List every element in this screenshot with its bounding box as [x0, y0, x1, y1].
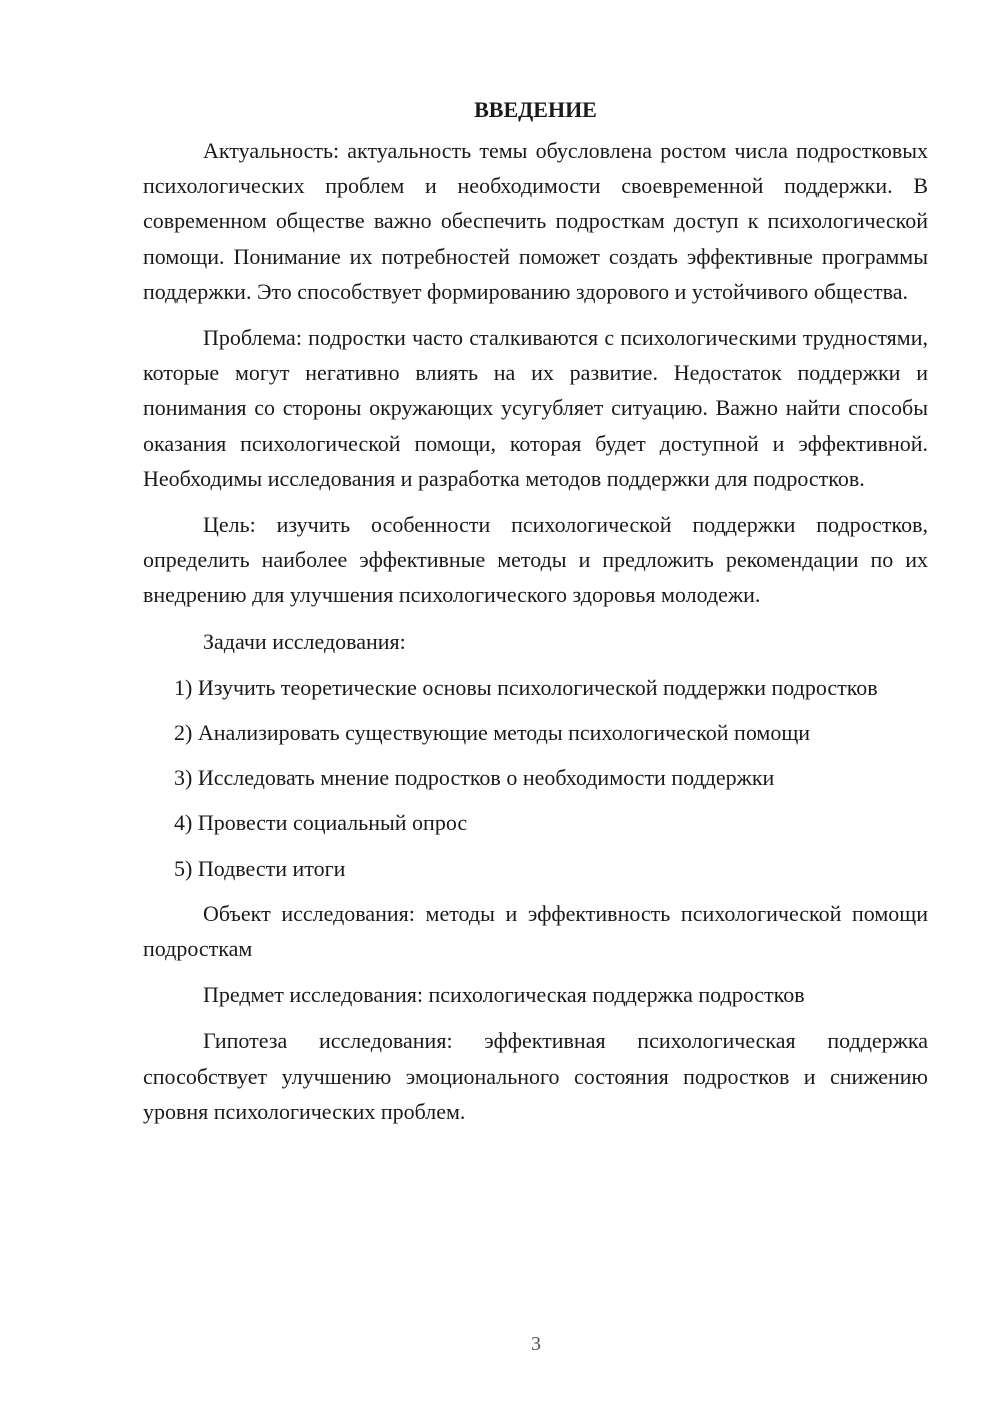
document-page [143, 92, 928, 1140]
paragraph-object: Объект исследования: методы и эффективность психологической помощи подросткам [143, 900, 928, 962]
paragraph-hypothesis: Гипотеза исследования: эффективная психологическая поддержка способствует улучшению эмоционального состояния подростков и снижению уровня психологических проблем. [143, 1028, 928, 1124]
section-title: ВВЕДЕНИЕ [474, 97, 597, 122]
page-number: 3 [531, 1333, 541, 1355]
task-item: 3) Исследовать мнение подростков о необходимости поддержки [174, 765, 775, 791]
task-item: 2) Анализировать существующие методы психологической помощи [174, 720, 811, 746]
task-item: 5) Подвести итоги [174, 855, 346, 881]
tasks-list [143, 670, 928, 886]
tasks-heading: Задачи исследования: [203, 628, 406, 654]
task-item: 4) Провести социальный опрос [174, 810, 468, 836]
paragraph-goal: Цель: изучить особенности психологической поддержки подростков, определить наиболее эффективные методы и предложить рекомендации по их внедрению для улучшения психологического здоровья молодежи. [143, 512, 928, 608]
paragraph-relevance: Актуальность: актуальность темы обусловлена ростом числа подростковых психологических проблем и необходимости своевременной поддержки. В современном обществе важно обеспечить подросткам доступ к психологической помощи. Понимание их потребностей поможет создать эффективные программы поддержки. Это способствует формированию здорового и устойчивого общества. [143, 138, 928, 304]
task-item: 1) Изучить теоретические основы психологической поддержки подростков [174, 674, 878, 700]
paragraph-subject: Предмет исследования: психологическая поддержка подростков [203, 982, 805, 1008]
paragraph-problem: Проблема: подростки часто сталкиваются с психологическими трудностями, которые могут негативно влиять на их развитие. Недостаток поддержки и понимания со стороны окружающих усугубляет ситуацию. Важно найти способы оказания психологической помощи, которая будет доступной и эффективной. Необходимы исследования и разработка методов поддержки для подростков. [143, 325, 928, 491]
